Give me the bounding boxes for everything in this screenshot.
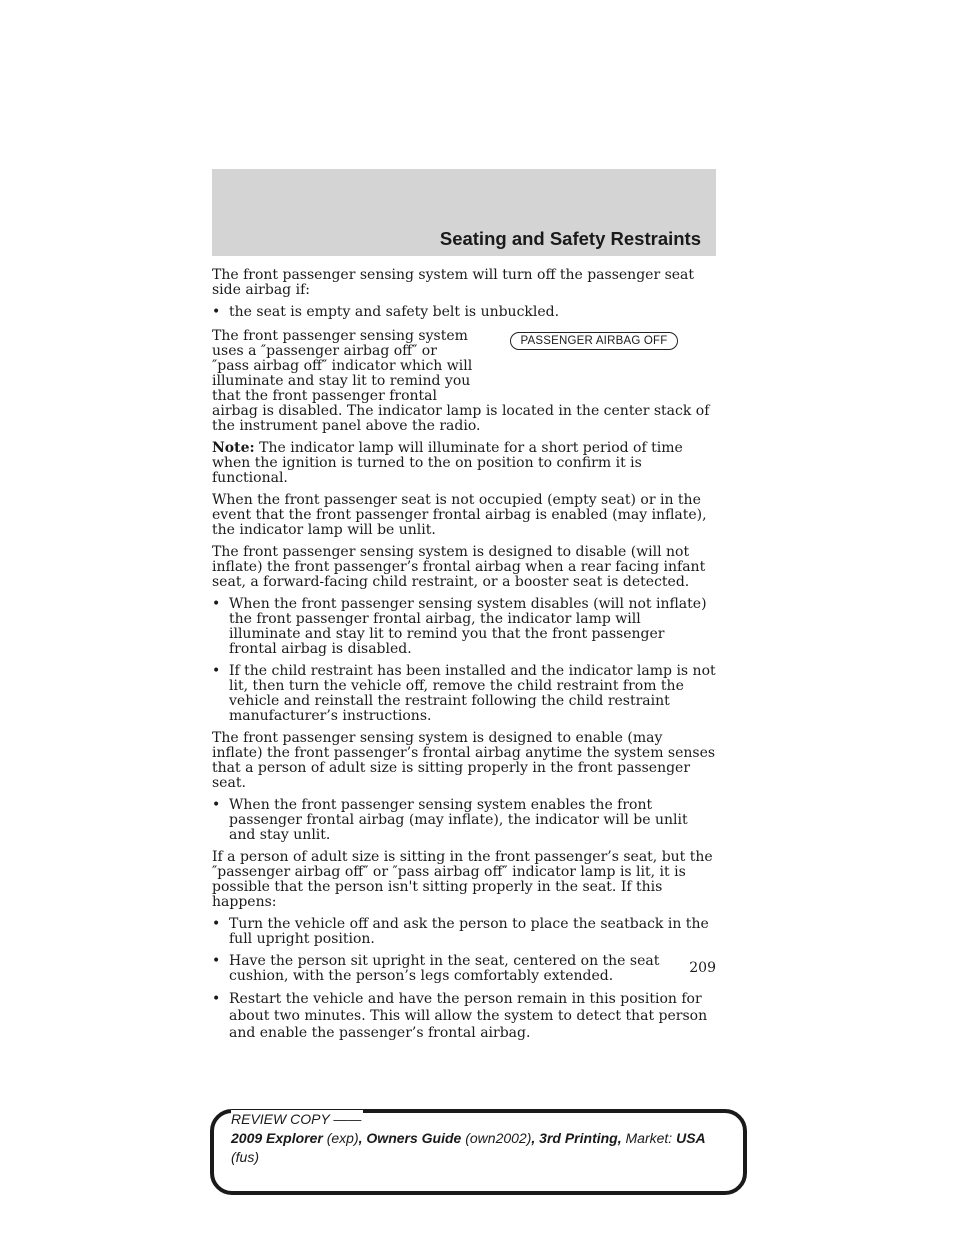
bullet-item <box>212 305 716 320</box>
indicator-figure <box>476 329 716 391</box>
section-header-band <box>212 169 716 256</box>
bullet-text: When the front passenger sensing system disables (will not inflate) the front passenger frontal airbag, the indicator lamp will illuminate and stay lit to remind you that the front passenger frontal airbag is disabled. <box>229 596 707 657</box>
bullet-text: the seat is empty and safety belt is unbuckled. <box>229 304 560 320</box>
paragraph-indicator-text: The front passenger sensing system uses a ″passenger airbag off″ or ″pass airbag off″ indicator which will illuminate and stay lit to remind you that the front passenger frontal airbag is disabled. The indicator lamp is located in the center stack of the instrument panel above the radio. <box>212 328 710 434</box>
bullet-glyph: • <box>212 797 221 813</box>
footer-model: 2009 Explorer <box>231 1130 323 1146</box>
note-paragraph <box>212 441 716 486</box>
bullet-text: Turn the vehicle off and ask the person to place the seatback in the full upright position. <box>229 916 709 947</box>
footer-publication-line <box>231 1129 736 1148</box>
paragraph-unoccupied: When the front passenger seat is not occupied (empty seat) or in the event that the front passenger frontal airbag is enabled (may inflate), the indicator lamp will be unlit. <box>212 492 707 538</box>
bullet-glyph: • <box>212 953 221 969</box>
bullet-text: Have the person sit upright in the seat, centered on the seat cushion, with the person’s legs comfortably extended. <box>229 953 660 984</box>
bullet-item <box>212 798 716 843</box>
footer-market-label: Market: <box>621 1130 677 1146</box>
footer-printing: , 3rd Printing, <box>531 1130 622 1146</box>
bullet-glyph: • <box>212 304 221 320</box>
paragraph-adult-size: If a person of adult size is sitting in the front passenger’s seat, but the ″passenger airbag off″ or ″pass airbag off″ indicator lamp is lit, it is possible that the person isn't sitting properly in the seat. If this happens: <box>212 849 713 910</box>
footer-review-label: REVIEW COPY —— <box>231 1111 362 1127</box>
bullet-item <box>212 991 716 1042</box>
section-title: Seating and Safety Restraints <box>439 228 701 249</box>
paragraph-disable: The front passenger sensing system is designed to disable (will not inflate) the front passenger’s frontal airbag when a rear facing infant seat, a forward-facing child restraint, or a booster seat is detected. <box>212 544 706 590</box>
bullet-item <box>212 597 716 657</box>
bullet-item <box>212 917 716 947</box>
paragraph-enable: The front passenger sensing system is designed to enable (may inflate) the front passenger’s frontal airbag anytime the system senses that a person of adult size is sitting properly in the front passenger seat. <box>212 730 716 791</box>
footer-guide-code: (own2002) <box>461 1130 532 1146</box>
footer-market-code: (fus) <box>231 1149 259 1165</box>
paragraph-indicator <box>212 329 716 434</box>
bullet-text: Restart the vehicle and have the person remain in this position for about two minutes. This will allow the system to detect that person and enable the passenger’s frontal airbag. <box>229 991 708 1041</box>
footer-review-info <box>231 1110 736 1167</box>
bullet-glyph: • <box>212 916 221 932</box>
passenger-airbag-off-indicator: PASSENGER AIRBAG OFF <box>510 332 678 350</box>
page-number: 209 <box>689 960 716 976</box>
footer-model-code: (exp) <box>322 1130 359 1146</box>
paragraph-intro: The front passenger sensing system will turn off the passenger seat side airbag if: <box>212 267 695 298</box>
note-label: Note: <box>212 440 255 456</box>
page-body <box>212 268 716 1049</box>
bullet-glyph: • <box>212 663 221 679</box>
bullet-text: If the child restraint has been installed and the indicator lamp is not lit, then turn the vehicle off, remove the child restraint from the vehicle and reinstall the restraint following the child restraint manufacturer’s instructions. <box>229 663 716 724</box>
bullet-glyph: • <box>212 991 221 1007</box>
note-text: The indicator lamp will illuminate for a short period of time when the ignition is turned to the on position to confirm it is functional. <box>212 440 683 486</box>
footer-market: USA <box>676 1130 706 1146</box>
bullet-item <box>212 664 716 724</box>
bullet-glyph: • <box>212 596 221 612</box>
bullet-item <box>212 954 716 984</box>
footer-guide: , Owners Guide <box>358 1130 462 1146</box>
bullet-text: When the front passenger sensing system enables the front passenger frontal airbag (may inflate), the indicator will be unlit and stay unlit. <box>229 797 688 843</box>
